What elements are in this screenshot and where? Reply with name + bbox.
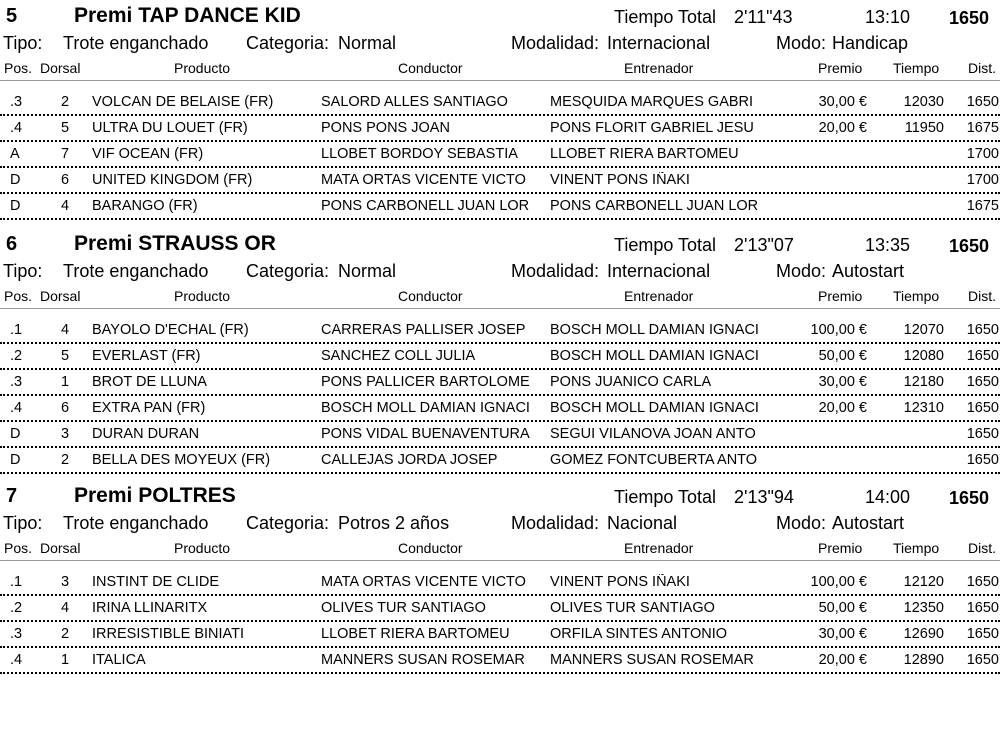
header-entrenador: Entrenador — [624, 60, 694, 76]
race-distance: 1650 — [949, 488, 990, 508]
header-premio: Premio — [818, 540, 863, 556]
race-time: 13:10 — [865, 7, 911, 27]
cell-conductor: BOSCH MOLL DAMIAN IGNACI — [321, 400, 530, 416]
header-pos: Pos. — [4, 288, 33, 304]
cell-pos: .4 — [10, 400, 23, 416]
header-dist: Dist. — [968, 540, 996, 556]
cell-producto: BAYOLO D'ECHAL (FR) — [92, 322, 249, 338]
cell-premio: 30,00 € — [818, 626, 867, 642]
modo-label: Modo: — [776, 513, 827, 533]
race-name: Premi POLTRES — [74, 484, 236, 507]
cell-pos: .3 — [10, 374, 23, 390]
header-producto: Producto — [174, 60, 231, 76]
race-time: 14:00 — [865, 487, 911, 507]
header-tiempo: Tiempo — [893, 288, 940, 304]
cell-dorsal: 1 — [60, 374, 70, 390]
cell-entrenador: MANNERS SUSAN ROSEMAR — [550, 652, 754, 668]
cell-producto: EVERLAST (FR) — [92, 348, 201, 364]
cell-dorsal: 2 — [60, 452, 70, 468]
cell-tiempo: 12310 — [903, 400, 944, 416]
header-producto: Producto — [174, 540, 231, 556]
table-row — [0, 597, 1000, 622]
cell-tiempo: 12350 — [903, 600, 944, 616]
tipo-label: Tipo: — [3, 33, 43, 53]
cell-premio: 50,00 € — [818, 348, 867, 364]
cell-dorsal: 1 — [60, 652, 70, 668]
cell-dorsal: 4 — [60, 198, 70, 214]
cell-conductor: CARRERAS PALLISER JOSEP — [321, 322, 526, 338]
cell-entrenador: BOSCH MOLL DAMIAN IGNACI — [550, 348, 759, 364]
categoria-label: Categoria: — [246, 513, 330, 533]
cell-pos: .1 — [10, 322, 23, 338]
cell-dorsal: 3 — [60, 426, 70, 442]
race-title-row — [0, 480, 1000, 510]
table-row — [0, 423, 1000, 448]
header-premio: Premio — [818, 288, 863, 304]
cell-producto: IRRESISTIBLE BINIATI — [92, 626, 245, 642]
tipo-label: Tipo: — [3, 513, 43, 533]
header-pos: Pos. — [4, 540, 33, 556]
categoria-value: Potros 2 años — [338, 513, 450, 533]
table-row — [0, 169, 1000, 194]
cell-dist: 1650 — [966, 652, 999, 668]
cell-pos: D — [10, 452, 21, 468]
table-row — [0, 143, 1000, 168]
header-dist: Dist. — [968, 288, 996, 304]
cell-dist: 1650 — [966, 626, 999, 642]
cell-dist: 1650 — [966, 400, 999, 416]
categoria-label: Categoria: — [246, 33, 330, 53]
race-section-5 — [0, 0, 1000, 221]
header-conductor: Conductor — [398, 288, 463, 304]
header-dorsal: Dorsal — [40, 288, 81, 304]
cell-conductor: PONS CARBONELL JUAN LOR — [321, 198, 530, 214]
categoria-value: Normal — [338, 33, 397, 53]
cell-entrenador: PONS CARBONELL JUAN LOR — [550, 198, 759, 214]
header-conductor: Conductor — [398, 540, 463, 556]
cell-dorsal: 6 — [60, 172, 70, 188]
categoria-value: Normal — [338, 261, 397, 281]
cell-producto: ULTRA DU LOUET (FR) — [92, 120, 248, 136]
cell-tiempo: 12030 — [903, 94, 944, 110]
cell-tiempo: 11950 — [904, 120, 944, 136]
cell-premio: 100,00 € — [810, 322, 867, 338]
cell-entrenador: BOSCH MOLL DAMIAN IGNACI — [550, 400, 759, 416]
cell-entrenador: GOMEZ FONTCUBERTA ANTO — [550, 452, 758, 468]
cell-premio: 20,00 € — [818, 400, 867, 416]
cell-pos: .2 — [10, 600, 23, 616]
table-header — [0, 536, 1000, 561]
race-name: Premi STRAUSS OR — [74, 232, 276, 255]
table-row — [0, 397, 1000, 422]
race-title-row — [0, 0, 1000, 30]
cell-pos: D — [10, 172, 21, 188]
header-pos: Pos. — [4, 60, 33, 76]
tiempo-total-label: Tiempo Total — [614, 235, 717, 255]
race-section-7 — [0, 480, 1000, 675]
table-row — [0, 345, 1000, 370]
cell-conductor: LLOBET RIERA BARTOMEU — [321, 626, 510, 642]
cell-entrenador: SEGUI VILANOVA JOAN ANTO — [550, 426, 756, 442]
race-distance: 1650 — [949, 8, 990, 28]
header-premio: Premio — [818, 60, 863, 76]
results-list — [0, 81, 1000, 220]
cell-conductor: MANNERS SUSAN ROSEMAR — [321, 652, 525, 668]
table-row — [0, 91, 1000, 116]
tipo-value: Trote enganchado — [63, 33, 209, 53]
tipo-value: Trote enganchado — [63, 261, 209, 281]
cell-pos: .4 — [10, 652, 23, 668]
cell-tiempo: 12890 — [903, 652, 944, 668]
cell-dist: 1675 — [966, 120, 999, 136]
modo-label: Modo: — [776, 261, 827, 281]
modalidad-label: Modalidad: — [511, 513, 600, 533]
modalidad-label: Modalidad: — [511, 261, 600, 281]
cell-dist: 1650 — [966, 322, 999, 338]
cell-tiempo: 12070 — [903, 322, 944, 338]
race-number: 5 — [6, 5, 18, 27]
race-time: 13:35 — [865, 235, 911, 255]
table-header — [0, 284, 1000, 309]
race-info-row — [0, 510, 1000, 536]
table-row — [0, 319, 1000, 344]
cell-producto: DURAN DURAN — [92, 426, 200, 442]
race-info-row — [0, 258, 1000, 284]
cell-conductor: LLOBET BORDOY SEBASTIA — [321, 146, 518, 162]
cell-pos: D — [10, 426, 21, 442]
cell-dorsal: 6 — [60, 400, 70, 416]
cell-dorsal: 5 — [60, 120, 70, 136]
cell-dorsal: 2 — [60, 94, 70, 110]
cell-dist: 1650 — [966, 94, 999, 110]
race-info-row — [0, 30, 1000, 56]
table-row — [0, 195, 1000, 220]
cell-dist: 1675 — [966, 198, 999, 214]
modalidad-label: Modalidad: — [511, 33, 600, 53]
cell-dist: 1650 — [966, 426, 999, 442]
table-row — [0, 371, 1000, 396]
modalidad-value: Internacional — [607, 261, 711, 281]
cell-premio: 50,00 € — [818, 600, 867, 616]
tiempo-total-value: 2'13"07 — [734, 235, 794, 255]
cell-entrenador: BOSCH MOLL DAMIAN IGNACI — [550, 322, 759, 338]
header-conductor: Conductor — [398, 60, 463, 76]
cell-producto: BELLA DES MOYEUX (FR) — [92, 452, 271, 468]
cell-pos: .2 — [10, 348, 23, 364]
cell-conductor: MATA ORTAS VICENTE VICTO — [321, 172, 526, 188]
cell-premio: 30,00 € — [818, 374, 867, 390]
cell-dist: 1650 — [966, 374, 999, 390]
cell-dorsal: 4 — [60, 600, 70, 616]
header-dorsal: Dorsal — [40, 60, 81, 76]
header-tiempo: Tiempo — [893, 60, 940, 76]
cell-dist: 1650 — [966, 600, 999, 616]
modo-value: Autostart — [832, 513, 905, 533]
cell-tiempo: 12080 — [903, 348, 944, 364]
cell-conductor: PONS PALLICER BARTOLOME — [321, 374, 530, 390]
cell-producto: INSTINT DE CLIDE — [92, 574, 220, 590]
table-row — [0, 571, 1000, 596]
cell-pos: D — [10, 198, 21, 214]
cell-dorsal: 5 — [60, 348, 70, 364]
cell-producto: BROT DE LLUNA — [92, 374, 207, 390]
table-header — [0, 56, 1000, 81]
cell-entrenador: VINENT PONS IÑAKI — [550, 574, 690, 590]
cell-pos: A — [10, 146, 20, 162]
cell-pos: .3 — [10, 626, 23, 642]
tipo-value: Trote enganchado — [63, 513, 209, 533]
cell-tiempo: 12180 — [903, 374, 944, 390]
table-row — [0, 449, 1000, 474]
results-list — [0, 561, 1000, 674]
tiempo-total-value: 2'13"94 — [734, 487, 794, 507]
cell-premio: 20,00 € — [818, 652, 867, 668]
cell-dist: 1650 — [966, 574, 999, 590]
header-entrenador: Entrenador — [624, 288, 694, 304]
cell-premio: 20,00 € — [818, 120, 867, 136]
modo-value: Handicap — [832, 33, 909, 53]
race-title-row — [0, 228, 1000, 258]
cell-producto: EXTRA PAN (FR) — [92, 400, 206, 416]
cell-conductor: PONS PONS JOAN — [321, 120, 450, 136]
cell-conductor: OLIVES TUR SANTIAGO — [321, 600, 486, 616]
cell-entrenador: PONS JUANICO CARLA — [550, 374, 712, 390]
tiempo-total-label: Tiempo Total — [614, 487, 717, 507]
cell-dorsal: 2 — [60, 626, 70, 642]
cell-conductor: PONS VIDAL BUENAVENTURA — [321, 426, 530, 442]
tipo-label: Tipo: — [3, 261, 43, 281]
cell-conductor: SALORD ALLES SANTIAGO — [321, 94, 508, 110]
cell-producto: BARANGO (FR) — [92, 198, 198, 214]
race-number: 6 — [6, 233, 18, 255]
cell-producto: UNITED KINGDOM (FR) — [92, 172, 253, 188]
categoria-label: Categoria: — [246, 261, 330, 281]
header-tiempo: Tiempo — [893, 540, 940, 556]
race-name: Premi TAP DANCE KID — [74, 4, 301, 27]
table-row — [0, 117, 1000, 142]
cell-entrenador: PONS FLORIT GABRIEL JESU — [550, 120, 754, 136]
cell-pos: .3 — [10, 94, 23, 110]
race-distance: 1650 — [949, 236, 990, 256]
cell-dist: 1700 — [966, 172, 999, 188]
cell-premio: 100,00 € — [810, 574, 867, 590]
header-dist: Dist. — [968, 60, 996, 76]
tiempo-total-value: 2'11"43 — [734, 7, 793, 27]
cell-dist: 1650 — [966, 348, 999, 364]
race-section-6 — [0, 228, 1000, 475]
cell-entrenador: VINENT PONS IÑAKI — [550, 172, 690, 188]
cell-premio: 30,00 € — [818, 94, 867, 110]
results-list — [0, 309, 1000, 474]
cell-producto: VIF OCEAN (FR) — [92, 146, 204, 162]
cell-entrenador: OLIVES TUR SANTIAGO — [550, 600, 715, 616]
header-entrenador: Entrenador — [624, 540, 694, 556]
table-row — [0, 649, 1000, 674]
tiempo-total-label: Tiempo Total — [614, 7, 717, 27]
cell-entrenador: ORFILA SINTES ANTONIO — [550, 626, 727, 642]
cell-dorsal: 3 — [60, 574, 70, 590]
cell-tiempo: 12690 — [903, 626, 944, 642]
table-row — [0, 623, 1000, 648]
cell-dist: 1700 — [966, 146, 999, 162]
cell-pos: .4 — [10, 120, 23, 136]
modalidad-value: Nacional — [607, 513, 678, 533]
cell-dorsal: 7 — [60, 146, 70, 162]
cell-conductor: MATA ORTAS VICENTE VICTO — [321, 574, 526, 590]
cell-producto: VOLCAN DE BELAISE (FR) — [92, 94, 274, 110]
cell-dist: 1650 — [966, 452, 999, 468]
cell-conductor: SANCHEZ COLL JULIA — [321, 348, 476, 364]
modo-label: Modo: — [776, 33, 827, 53]
cell-producto: ITALICA — [92, 652, 146, 668]
cell-entrenador: MESQUIDA MARQUES GABRI — [550, 94, 754, 110]
modalidad-value: Internacional — [607, 33, 711, 53]
cell-producto: IRINA LLINARITX — [92, 600, 208, 616]
header-dorsal: Dorsal — [40, 540, 81, 556]
cell-dorsal: 4 — [60, 322, 70, 338]
cell-tiempo: 12120 — [903, 574, 944, 590]
cell-conductor: CALLEJAS JORDA JOSEP — [321, 452, 498, 468]
header-producto: Producto — [174, 288, 231, 304]
race-number: 7 — [6, 485, 18, 507]
modo-value: Autostart — [832, 261, 905, 281]
cell-pos: .1 — [10, 574, 23, 590]
cell-entrenador: LLOBET RIERA BARTOMEU — [550, 146, 739, 162]
